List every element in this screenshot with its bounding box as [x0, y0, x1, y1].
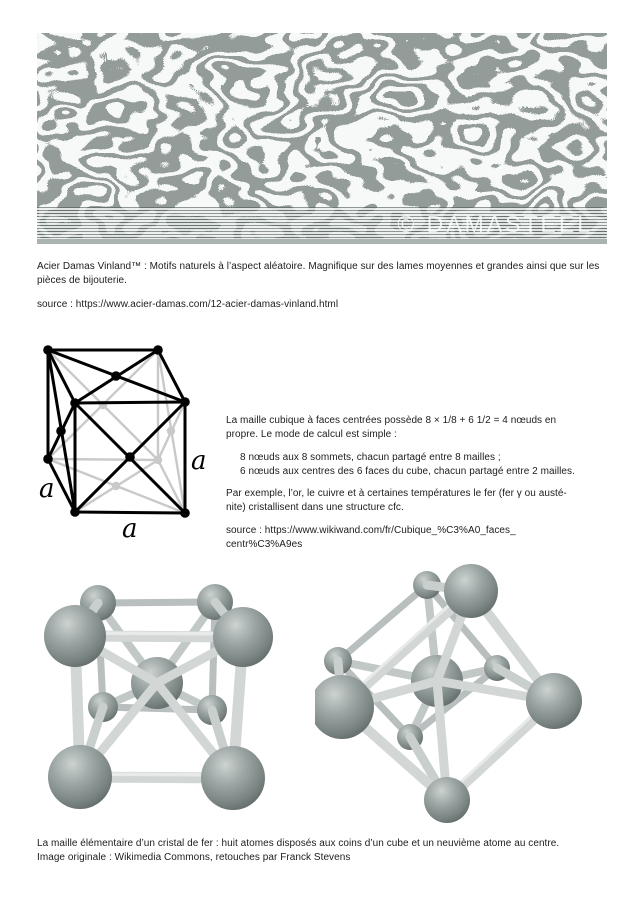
bcc-render-front [35, 560, 305, 830]
edge-length-label-left: a [39, 474, 55, 504]
caption-line: Image originale : Wikimedia Commons, retouches par Franck Stevens [37, 852, 351, 864]
bcc-render-rotated [315, 555, 605, 845]
damascus-steel-photo [37, 33, 607, 244]
fcc-paragraph1: propre. Le mode de calcul est simple : [226, 429, 397, 441]
caption-line: Acier Damas Vinland™ : Motifs naturels à l’aspect aléatoire. Magnifique sur des lames moyennes et grandes ainsi que sur les [37, 261, 600, 272]
fcc-source: source : https://www.wikiwand.com/fr/Cubique_%C3%A0_faces_ [226, 524, 516, 536]
fcc-text-column [226, 414, 626, 552]
fcc-lattice-diagram [25, 335, 225, 540]
fcc-paragraph2: nite) cristallisent dans une structure cfc. [226, 502, 404, 514]
fcc-list-item: 8 nœuds aux 8 sommets, chacun partagé entre 8 mailles ; [240, 451, 501, 463]
fcc-paragraph1: La maille cubique à faces centrées possède 8 × 1/8 + 6 1/2 = 4 nœuds en [226, 415, 557, 426]
damascus-source: source : https://www.acier-damas.com/12-acier-damas-vinland.html [37, 298, 339, 310]
caption-line: pièces de bijouterie. [37, 275, 127, 287]
damasteel-watermark: © DAMASTEEL [397, 211, 593, 237]
fcc-paragraph2: Par exemple, l’or, le cuivre et à certaines températures le fer (fer γ ou austé- [226, 488, 567, 500]
iron-caption [37, 837, 559, 866]
fcc-list-item: 6 nœuds aux centres des 6 faces du cube, chacun partagé entre 2 mailles. [240, 465, 575, 477]
steel-bottom-edge [37, 239, 607, 244]
edge-length-label-right: a [191, 446, 207, 476]
caption-line: La maille élémentaire d’un cristal de fer : huit atomes disposés aux coins d’un cube et un neuvième atome au centre. [37, 838, 560, 849]
damascus-caption [37, 260, 599, 312]
edge-length-label-bottom: a [122, 514, 138, 540]
fcc-source: centr%C3%A9es [226, 539, 303, 551]
